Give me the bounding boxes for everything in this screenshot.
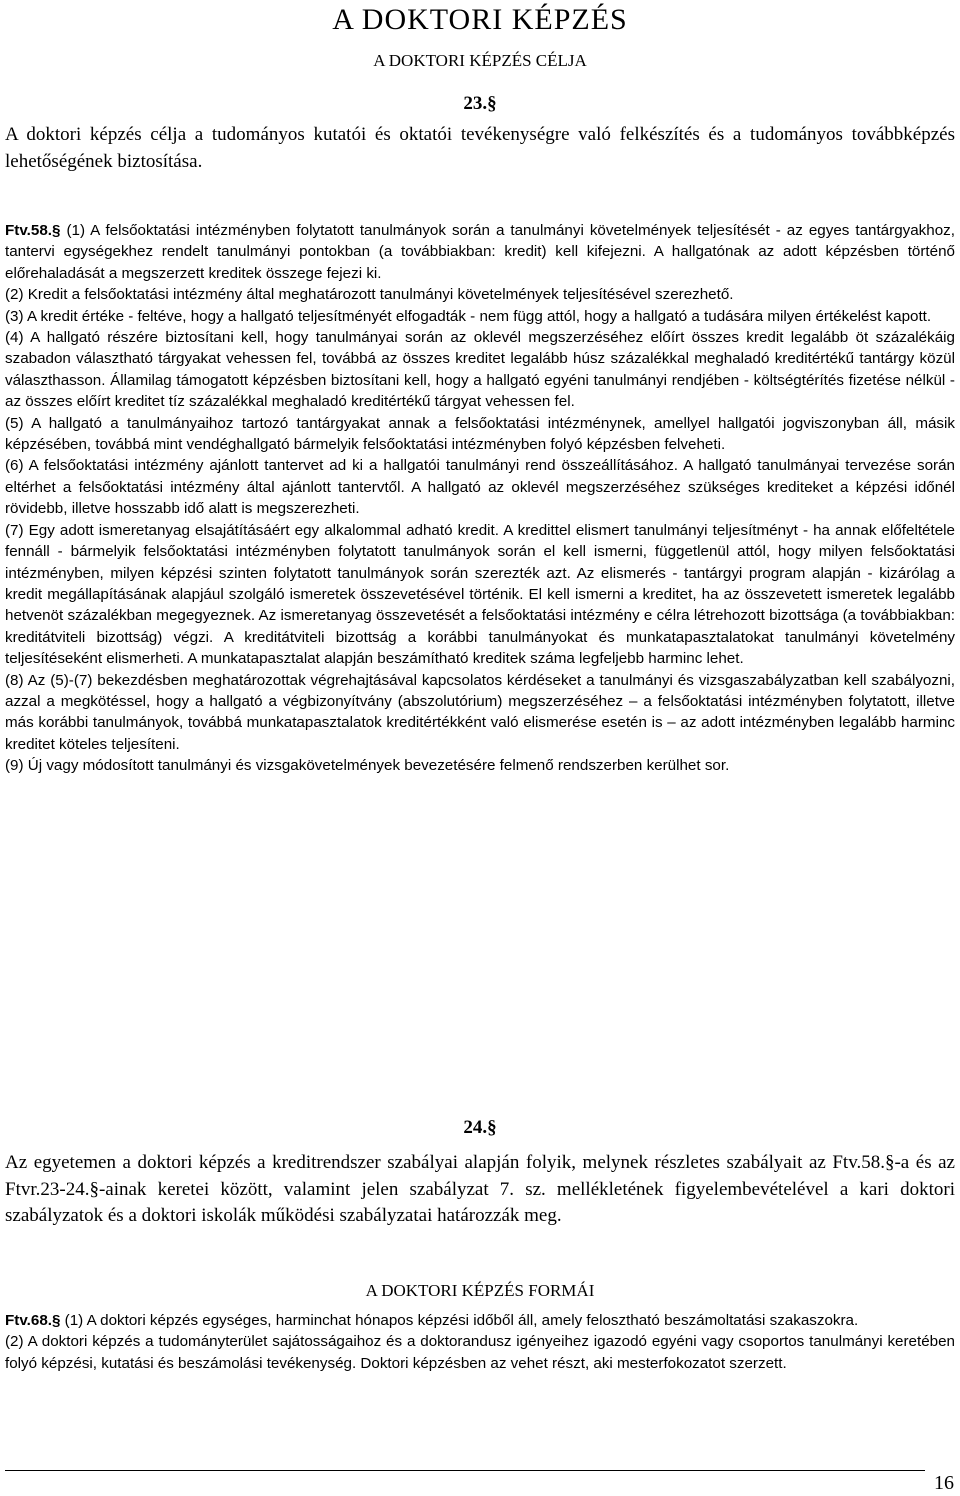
section-number-24: 24.§ — [463, 1117, 497, 1138]
ftv68-paragraph-2: (2) A doktori képzés a tudományterület sajátosságaihoz és a doktorandusz igényeihez igazodó egyéni vagy csoportos tanulmányi keretében folyó képzési, kutatási és beszámolási tevékenység. Doktori képzésben az vehet részt, aki mesterfokozatot szerzett. — [5, 1333, 955, 1372]
ftv58-paragraph-6: (6) A felsőoktatási intézmény ajánlott tantervet ad ki a hallgatói tanulmányi rend összeállításához. A hallgató tanulmányai tervezése során eltérhet a felsőoktatási intézmény által ajánlott tantervtől. A hallgató az oklevél megszerzéséhez szükséges krediteket a képzési időnél rövidebb, illetve hosszabb idő alatt is megszerezheti. — [5, 457, 955, 518]
page-title: A DOKTORI KÉPZÉS — [332, 3, 628, 36]
ftv58-paragraph-4: (4) A hallgató részére biztosítani kell, hogy tanulmányai során az oklevél megszerzéséhez előírt összes kredit legalább öt százalékáig szabadon választható tárgyakat vehessen fel, továbbá az összes kreditet legalább húsz százalékkal meghaladó kreditértékű tantárgy közül választhasson. Államilag támogatott képzésben biztosítani kell, hogy a hallgató egyéni tanulmányi rendjében - költségtérítés fizetése nélkül - az összes előírt kreditet tíz százalékkal meghaladó kreditértékű tárgyat vehessen fel. — [5, 329, 955, 411]
ftv58-reference: Ftv.58.§ — [5, 222, 61, 239]
ftv58-paragraph-8: (8) Az (5)-(7) bekezdésben meghatározottak végrehajtásával kapcsolatos kérdéseket a tanulmányi és vizsgaszabályzatban kell szabályozni, azzal a megkötéssel, hogy a hallgató a végbizonyítvány (abszolutórium) megszerzéséhez – a felsőoktatási intézményben folytatott, illetve más korábbi tanulmányok, továbbá munkatapasztalatok kreditértékként való elismerése esetén is – az adott intézményben legalább harminc kreditet köteles teljesíteni. — [5, 671, 955, 753]
footer-divider — [5, 1470, 925, 1471]
ftv58-paragraph-2: (2) Kredit a felsőoktatási intézmény által meghatározott tanulmányi követelmények teljesítésével szerezhető. — [5, 286, 734, 304]
ftv68-block — [5, 1310, 955, 1374]
section-heading-purpose: A DOKTORI KÉPZÉS CÉLJA — [373, 51, 587, 70]
ftv58-paragraph-9: (9) Új vagy módosított tanulmányi és vizsgakövetelmények bevezetésére felmenő rendszerben kerülhet sor. — [5, 757, 730, 775]
page-number: 16 — [934, 1472, 954, 1494]
section-heading-forms: A DOKTORI KÉPZÉS FORMÁI — [365, 1281, 595, 1300]
ftv58-paragraph-1 — [5, 220, 955, 284]
ftv58-paragraph-3: (3) A kredit értéke - feltéve, hogy a hallgató teljesítményét elfogadták - nem függ attól, hogy a hallgató a tudására milyen értékelést kapott. — [5, 307, 932, 325]
ftv58-paragraph-5: (5) A hallgató a tanulmányaihoz tartozó tantárgyakat annak a felsőoktatási intézménynek, amellyel hallgatói jogviszonyban áll, másik képzésében, továbbá mint vendéghallgató bármelyik felsőoktatási intézményben folyó képzésben felveheti. — [5, 414, 955, 454]
section-23-text: A doktori képzés célja a tudományos kutatói és oktatói tevékenységre való felkészítés és a tudományos továbbképzés lehetőségének biztosítása. — [5, 124, 955, 172]
ftv68-reference: Ftv.68.§ — [5, 1312, 61, 1329]
section-24-text: Az egyetemen a doktori képzés a kreditrendszer szabályai alapján folyik, melynek részletes szabályait az Ftv.58.§-a és az Ftvr.23-24.§-ainak keretei között, valamint jelen szabályzat 7. sz. mellékletének figyelembevételével a kari doktori szabályzatok és a doktori iskolák működési szabályzatai határozzák meg. — [5, 1152, 955, 1226]
ftv68-paragraph-1 — [5, 1310, 955, 1331]
ftv58-paragraph-7: (7) Egy adott ismeretanyag elsajátításáért egy alkalommal adható kredit. A kredittel elismert tanulmányi teljesítményt - ha annak előfeltétele fennáll - bármelyik felsőoktatási intézményben folytatott tanulmányok során el kell ismerni, függetlenül attól, hogy milyen felsőoktatási intézményben, milyen képzési szinten folytatott tanulmányok során szerezték azt. Az elismerés - tantárgyi program alapján - kizárólag a kredit megállapításának alapjául szolgáló ismeretek összevetésével történik. El kell ismerni a kreditet, ha az összevetett ismeretek legalább hetvenöt százalékban megegyeznek. Az ismeretanyag összevetését a felsőoktatási intézmény e célra létrehozott bizottsága (a továbbiakban: kreditátviteli bizottság) végzi. A kreditátviteli bizottság a korábbi tanulmányokat és munkatapasztalatokat tanulmányi követelmény teljesítéseként elismerheti. A munkatapasztalat alapján beszámítható kreditek száma legfeljebb harminc lehet. — [5, 521, 955, 668]
ftv68-p1-text: (1) A doktori képzés egységes, harminchat hónapos képzési időből áll, amely felosztható beszámoltatási szakaszokra. — [64, 1312, 859, 1329]
ftv58-block — [5, 220, 955, 777]
section-number-23: 23.§ — [463, 93, 497, 114]
ftv58-p1-text: (1) A felsőoktatási intézményben folytatott tanulmányok során a tanulmányi követelmények teljesítését - az egyes tantárgyakhoz, tantervi egységekhez rendelt tanulmányi pontokban (a továbbiakban: kredit) kell kifejezni. A hallgatónak az adott képzésben történő előrehaladását a megszerzett kreditek összege fejezi ki. — [5, 222, 955, 282]
